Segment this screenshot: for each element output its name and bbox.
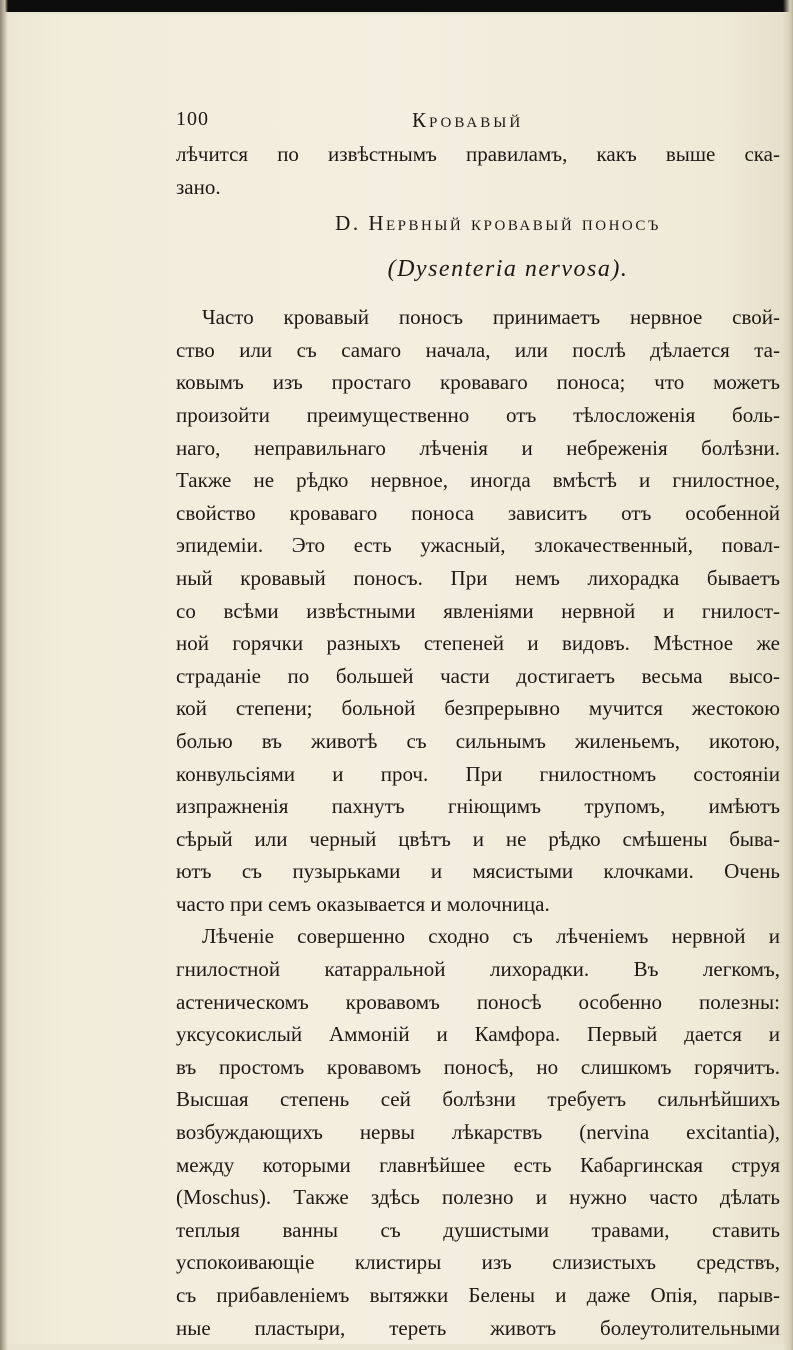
text-line: съ прибавленіемъ вытяжки Белены и даже Опія, парыв- (176, 1283, 780, 1307)
section-latin-title: (Dysenteria nervosa). (387, 256, 629, 283)
page-body (176, 138, 780, 1344)
scan-top-border (0, 0, 793, 12)
text-line: Также не рѣдко нервное, иногда вмѣстѣ и гнилостное, (176, 468, 780, 493)
text-line: Лѣченіе совершенно сходно съ лѣченіемъ нервной и (202, 924, 780, 949)
text-line: лѣчится по извѣстнымъ правиламъ, какъ выше ска- (176, 142, 780, 166)
text-line: гнилостной катарральной лихорадки. Въ легкомъ, (176, 957, 780, 982)
paragraph-1 (176, 301, 780, 920)
running-head: Кровавый (412, 108, 524, 132)
text-line: ковымъ изъ простаго кроваваго поноса; что можетъ (176, 370, 780, 395)
text-line: (Moschus). Также здѣсь полезно и нужно часто дѣлать (176, 1185, 780, 1210)
text-line: произойти преимущественно отъ тѣлосложенія боль- (176, 402, 780, 427)
text-line: въ простомъ кровавомъ поносѣ, но слишкомъ горячитъ. (176, 1054, 780, 1079)
text-line: наго, неправильнаго лѣченія и небреженія болѣзни. (176, 435, 780, 460)
text-line: ство или съ самаго начала, или послѣ дѣлается та- (176, 337, 780, 362)
text-line: болью въ животѣ съ сильнымъ жиленьемъ, икотою, (176, 728, 780, 753)
section-heading: D. Нервный кровавый поносъ (335, 211, 661, 236)
paragraph-2 (176, 920, 780, 1344)
text-line: ный кровавый поносъ. При немъ лихорадка бываетъ (176, 565, 780, 590)
text-line: зано. (176, 174, 221, 199)
text-line: сѣрый или черный цвѣтъ и не рѣдко смѣшены быва- (176, 826, 780, 851)
page-edge-shadow (783, 0, 793, 1350)
text-line: кой степени; больной безпрерывно мучится жестокою (176, 696, 780, 721)
page-spine-shadow (0, 0, 8, 1350)
text-line: возбуждающихъ нервы лѣкарствъ (nervina excitantia), (176, 1120, 780, 1145)
text-line: эпидеміи. Это есть ужасный, злокачественный, повал- (176, 533, 780, 558)
text-line: свойство кроваваго поноса зависитъ отъ особенной (176, 500, 780, 525)
text-line: ной горячки разныхъ степеней и видовъ. Мѣстное же (176, 631, 780, 656)
text-line: конвульсіями и проч. При гнилостномъ состояніи (176, 761, 780, 786)
text-line: теплыя ванны съ душистыми травами, ставить (176, 1217, 780, 1242)
text-line: страданіе по большей части достигаетъ весьма высо- (176, 663, 780, 688)
text-line: между которыми главнѣйшее есть Кабаргинская струя (176, 1152, 780, 1177)
text-line: часто при семъ оказывается и молочница. (176, 891, 550, 916)
text-line: успокоивающіе клистиры изъ слизистыхъ средствъ, (176, 1250, 780, 1275)
text-line: астеническомъ кровавомъ поносѣ особенно полезны: (176, 989, 780, 1014)
text-line: ютъ съ пузырьками и мясистыми клочками. Очень (176, 859, 780, 884)
text-line: ные пластыри, тереть животъ болеутолительными (176, 1315, 780, 1340)
text-line: Часто кровавый поносъ принимаетъ нервное свой- (202, 305, 780, 330)
text-line: Высшая степень сей болѣзни требуетъ сильнѣйшихъ (176, 1087, 780, 1112)
page-number: 100 (176, 108, 209, 130)
text-line: уксусокислый Аммоній и Камфора. Первый дается и (176, 1022, 780, 1047)
text-line: изпражненія пахнутъ гніющимъ трупомъ, имѣютъ (176, 794, 780, 819)
text-line: со всѣми извѣстными явленіями нервной и гнилост- (176, 598, 780, 623)
page-header (176, 108, 596, 138)
